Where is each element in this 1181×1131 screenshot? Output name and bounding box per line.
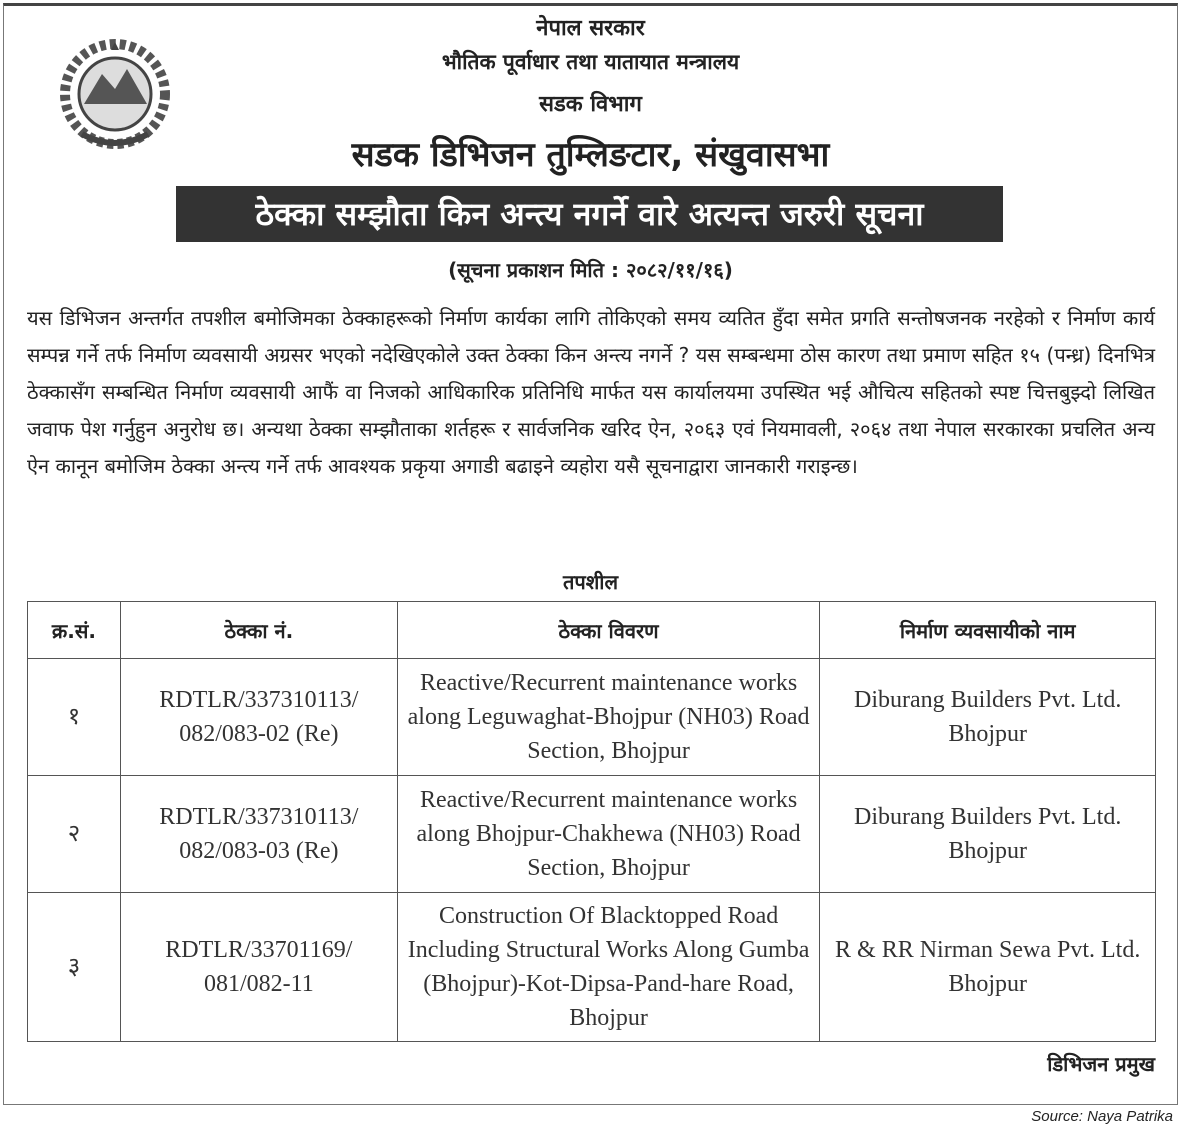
- contract-number: RDTLR/33701169/ 081/082-11: [120, 893, 397, 1042]
- contract-number: RDTLR/337310113/ 082/083-02 (Re): [120, 659, 397, 776]
- division-name: सडक डिभिजन तुम्लिङटार, संखुवासभा: [351, 135, 830, 175]
- table-header-row: [28, 602, 1156, 659]
- contract-description: Construction Of Blacktopped Road Including Structural Works Along Gumba (Bhojpur)-Kot-Dipsa-Pand-hare Road, Bhojpur: [397, 893, 820, 1042]
- government-name: नेपाल सरकार: [536, 16, 645, 41]
- schedule-table: [27, 601, 1156, 1042]
- signatory-title: डिभिजन प्रमुख: [1047, 1052, 1155, 1076]
- contract-number: RDTLR/337310113/ 082/083-03 (Re): [120, 776, 397, 893]
- notice-body: यस डिभिजन अन्तर्गत तपशील बमोजिमका ठेक्काहरूको निर्माण कार्यका लागि तोकिएको समय व्यतित हुँदा समेत प्रगति सन्तोषजनक नरहेको र निर्माण कार्य सम्पन्न गर्ने तर्फ निर्माण व्यवसायी अग्रसर भएको नदेखिएकोले उक्त ठेक्का किन अन्त्य नगर्ने ? यस सम्बन्धमा ठोस कारण तथा प्रमाण सहित १५ (पन्ध्र) दिनभित्र ठेक्कासँग सम्बन्धित निर्माण व्यवसायी आफैं वा निजको आधिकारिक प्रतिनिधि मार्फत यस कार्यालयमा उपस्थित भई औचित्य सहितको स्पष्ट चित्तबुझ्दो लिखित जवाफ पेश गर्नुहुन अनुरोध छ। अन्यथा ठेक्का सम्झौताका शर्तहरू र सार्वजनिक खरिद ऐन, २०६३ एवं नियमावली, २०६४ तथा नेपाल सरकारका प्रचलित अन्य ऐन कानून बमोजिम ठेक्का अन्त्य गर्ने तर्फ आवश्यक प्रकृया अगाडी बढाइने व्यहोरा यसै सूचनाद्वारा जानकारी गराइन्छ।: [27, 306, 1155, 478]
- source-credit: Source: Naya Patrika: [1031, 1108, 1173, 1125]
- notice-title: ठेक्का सम्झौता किन अन्त्य नगर्ने वारे अत्यन्त जरुरी सूचना: [176, 186, 1003, 242]
- serial-number: ३: [28, 893, 121, 1042]
- serial-number: २: [28, 776, 121, 893]
- table-row: [28, 776, 1156, 893]
- table-row: [28, 893, 1156, 1042]
- column-header: निर्माण व्यवसायीको नाम: [820, 602, 1156, 659]
- contractor-name: Diburang Builders Pvt. Ltd. Bhojpur: [820, 659, 1156, 776]
- contractor-name: Diburang Builders Pvt. Ltd. Bhojpur: [820, 776, 1156, 893]
- table-row: [28, 659, 1156, 776]
- ministry-name: भौतिक पूर्वाधार तथा यातायात मन्त्रालय: [441, 50, 740, 74]
- contract-description: Reactive/Recurrent maintenance works along Bhojpur-Chakhewa (NH03) Road Section, Bhojpur: [397, 776, 820, 893]
- publication-date: (सूचना प्रकाशन मिति : २०८२/११/१६): [448, 258, 733, 282]
- contract-description: Reactive/Recurrent maintenance works along Leguwaghat-Bhojpur (NH03) Road Section, Bhojpur: [397, 659, 820, 776]
- schedule-title: तपशील: [562, 570, 619, 594]
- department-name: सडक विभाग: [539, 92, 642, 117]
- serial-number: १: [28, 659, 121, 776]
- column-header: ठेक्का नं.: [120, 602, 397, 659]
- column-header: क्र.सं.: [28, 602, 121, 659]
- column-header: ठेक्का विवरण: [397, 602, 820, 659]
- contractor-name: R & RR Nirman Sewa Pvt. Ltd. Bhojpur: [820, 893, 1156, 1042]
